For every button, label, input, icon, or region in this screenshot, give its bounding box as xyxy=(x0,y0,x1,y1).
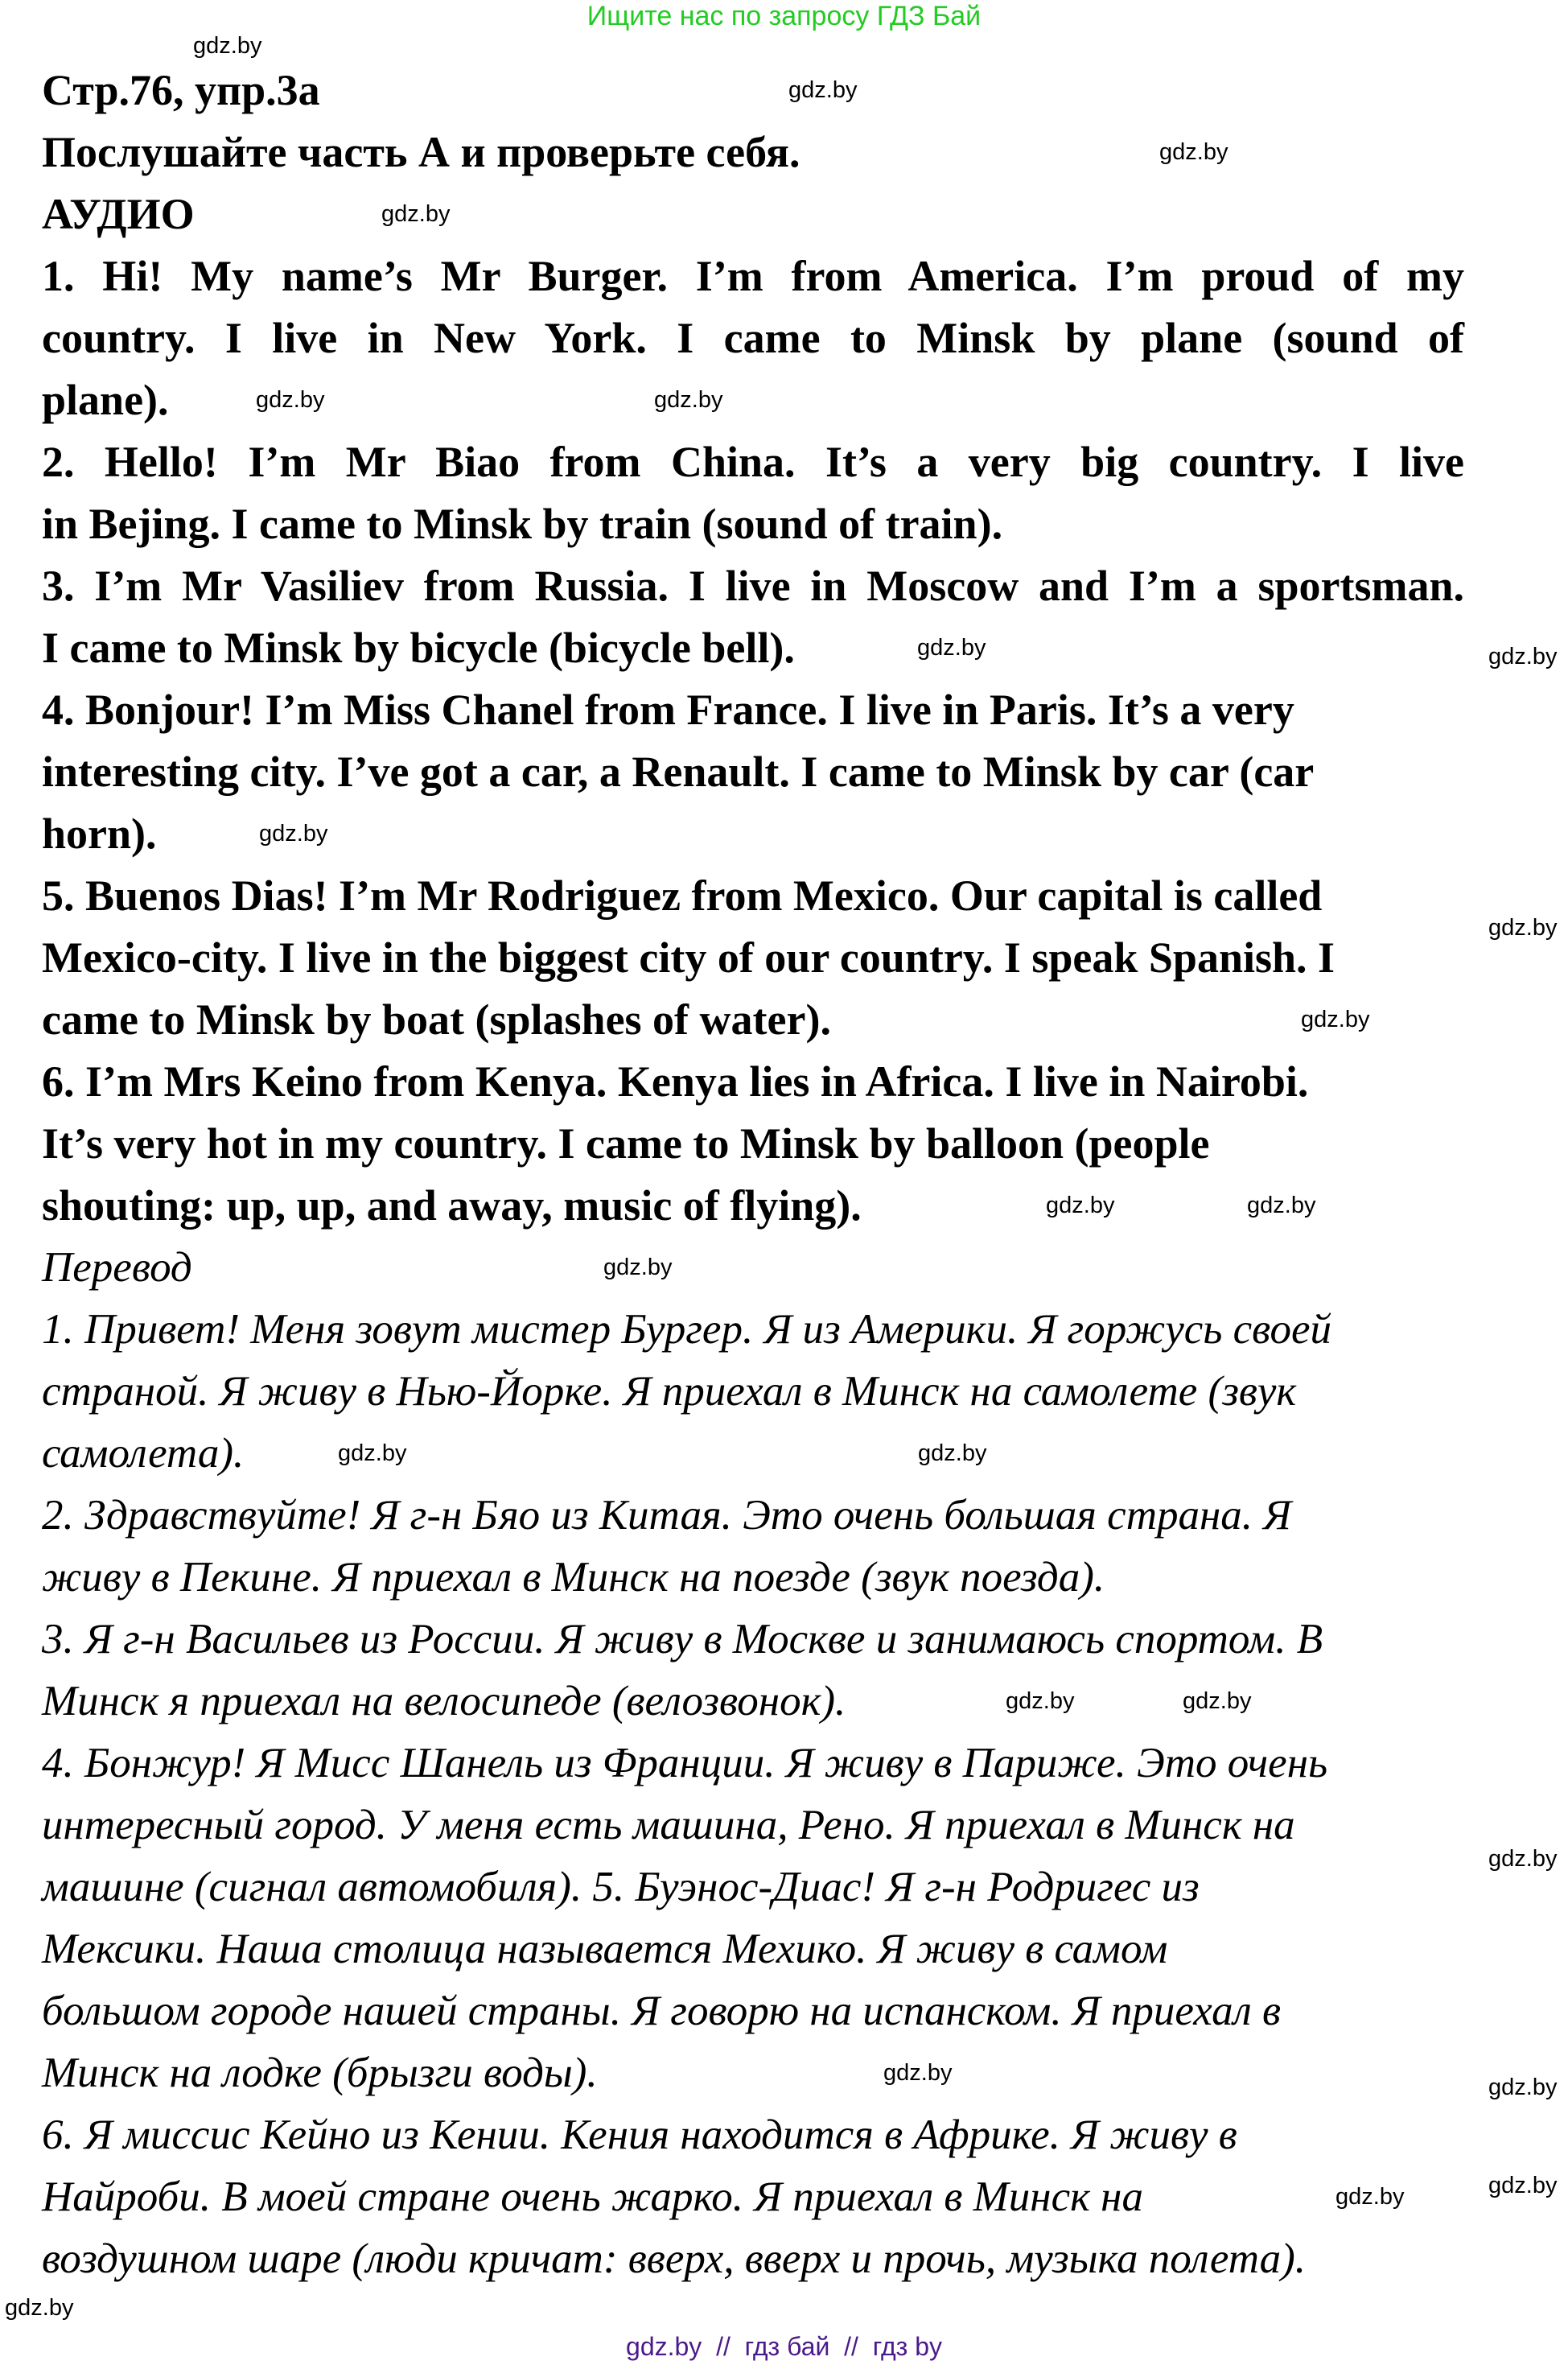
watermark: gdz.by xyxy=(1488,2173,1558,2198)
watermark: gdz.by xyxy=(1488,644,1558,670)
watermark: gdz.by xyxy=(654,387,723,413)
text-line: 6. Я миссис Кейно из Кении. Кения находится в Африке. Я живу в xyxy=(42,2112,1237,2158)
watermark: gdz.by xyxy=(1488,915,1558,941)
text-line: 2. Здравствуйте! Я г-н Бяо из Китая. Это очень большая страна. Я xyxy=(42,1492,1292,1539)
text-line: in Bejing. I came to Minsk by train (sound of train). xyxy=(42,500,1003,548)
footer-links[interactable]: gdz.by // гдз бай // гдз by xyxy=(626,2332,942,2361)
watermark: gdz.by xyxy=(5,2295,74,2321)
text-line: интересный город. У меня есть машина, Рено. Я приехал в Минск на xyxy=(42,1802,1295,1848)
text-line: horn). xyxy=(42,810,157,858)
text-line: 1. Привет! Меня зовут мистер Бургер. Я из Америки. Я горжусь своей xyxy=(42,1306,1331,1353)
text-line: 5. Buenos Dias! I’m Mr Rodriguez from Mexico. Our capital is called xyxy=(42,871,1323,920)
text-line: живу в Пекине. Я приехал в Минск на поезде (звук поезда). xyxy=(42,1554,1105,1601)
text-line: 1. Hi! My name’s Mr Burger. I’m from America. I’m proud of my xyxy=(42,252,1464,300)
text-line: 3. Я г-н Васильев из России. Я живу в Москве и занимаюсь спортом. В xyxy=(42,1616,1323,1663)
text-line: Минск я приехал на велосипеде (велозвонок). xyxy=(42,1678,846,1724)
text-line: воздушном шаре (люди кричат: вверх, вверх и прочь, музыка полета). xyxy=(42,2235,1307,2282)
watermark: gdz.by xyxy=(883,2060,953,2086)
text-line: страной. Я живу в Нью-Йорке. Я приехал в Минск на самолете (звук xyxy=(42,1368,1297,1415)
watermark: gdz.by xyxy=(1335,2184,1405,2210)
watermark: gdz.by xyxy=(1006,1688,1075,1714)
watermark: gdz.by xyxy=(1488,1846,1558,1872)
watermark: gdz.by xyxy=(259,821,328,847)
text-line: plane). xyxy=(42,376,169,424)
text-line: It’s very hot in my country. I came to Minsk by balloon (people xyxy=(42,1119,1210,1168)
text-line: 6. I’m Mrs Keino from Kenya. Kenya lies in Africa. I live in Nairobi. xyxy=(42,1057,1309,1106)
watermark: gdz.by xyxy=(917,635,986,661)
text-line: Мексики. Наша столица называется Мехико. Я живу в самом xyxy=(42,1926,1168,1972)
watermark: gdz.by xyxy=(1301,1007,1370,1032)
text-line: came to Minsk by boat (splashes of water). xyxy=(42,995,831,1044)
text-line: country. I live in New York. I came to Minsk by plane (sound of xyxy=(42,314,1464,362)
text-line: самолета). xyxy=(42,1430,245,1477)
text-line: interesting city. I’ve got a car, a Renault. I came to Minsk by car (car xyxy=(42,748,1315,796)
watermark: gdz.by xyxy=(1046,1193,1115,1218)
watermark: gdz.by xyxy=(256,387,325,413)
text-line: I came to Minsk by bicycle (bicycle bell). xyxy=(42,624,795,672)
watermark: gdz.by xyxy=(193,33,262,59)
text-line: shouting: up, up, and away, music of flying). xyxy=(42,1181,862,1230)
watermark: gdz.by xyxy=(338,1440,407,1466)
task-heading: Послушайте часть А и проверьте себя. xyxy=(42,128,800,176)
watermark: gdz.by xyxy=(1183,1688,1252,1714)
text-line: Минск на лодке (брызги воды). xyxy=(42,2050,598,2096)
page-title: Стр.76, упр.3а xyxy=(42,66,320,114)
text-line: АУДИО xyxy=(42,190,195,238)
text-line: 2. Hello! I’m Mr Biao from China. It’s a very big country. I live xyxy=(42,438,1464,486)
watermark: gdz.by xyxy=(603,1255,673,1280)
text-line: машине (сигнал автомобиля). 5. Буэнос-Диас! Я г-н Родригес из xyxy=(42,1864,1200,1910)
text-line: Mexico-city. I live in the biggest city of our country. I speak Spanish. I xyxy=(42,933,1335,982)
watermark: gdz.by xyxy=(1247,1193,1316,1218)
text-line: большом городе нашей страны. Я говорю на испанском. Я приехал в xyxy=(42,1988,1281,2034)
text-line: Найроби. В моей стране очень жарко. Я приехал в Минск на xyxy=(42,2173,1143,2220)
text-line: Перевод xyxy=(42,1244,192,1291)
watermark: gdz.by xyxy=(381,201,451,227)
text-line: 4. Bonjour! I’m Miss Chanel from France. I live in Paris. It’s a very xyxy=(42,686,1294,734)
watermark: gdz.by xyxy=(1488,2075,1558,2100)
watermark: gdz.by xyxy=(1159,139,1228,165)
watermark: gdz.by xyxy=(918,1440,987,1466)
search-banner[interactable]: Ищите нас по запросу ГДЗ Бай xyxy=(586,1,982,31)
watermark: gdz.by xyxy=(788,77,858,103)
text-line: 4. Бонжур! Я Мисс Шанель из Франции. Я живу в Париже. Это очень xyxy=(42,1740,1328,1786)
text-line: 3. I’m Mr Vasiliev from Russia. I live in Moscow and I’m a sportsman. xyxy=(42,562,1464,610)
